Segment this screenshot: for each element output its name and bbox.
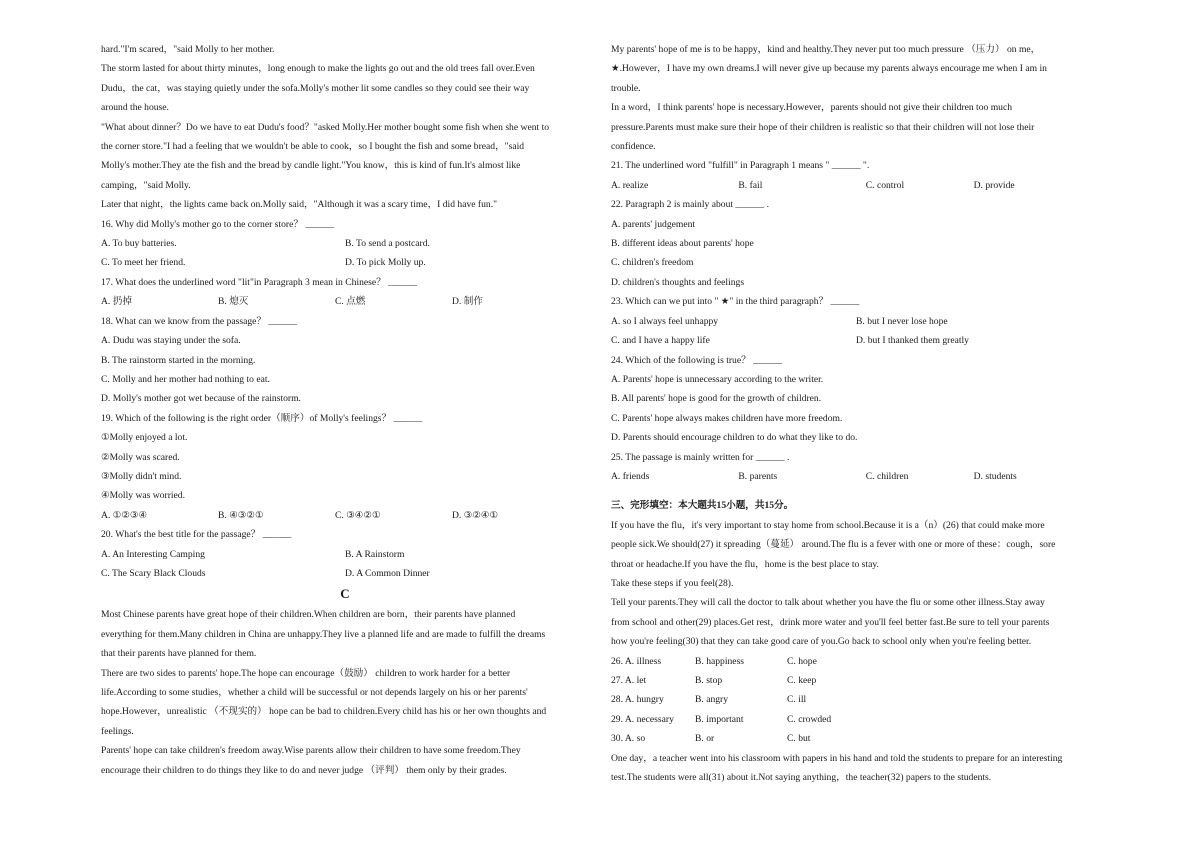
option: C. control <box>865 179 905 191</box>
q26-options-row <box>611 652 1101 671</box>
passage-line: trouble. <box>611 82 641 94</box>
option: D. students <box>973 470 1017 482</box>
question-23: 23. Which can we put into " ★" in the third paragraph？ ______ <box>611 296 860 308</box>
option: C. To meet her friend. <box>101 257 186 269</box>
option: C. Parents' hope always makes children have more freedom. <box>611 412 843 424</box>
cloze-line: from school and other(29) places.Get rest，drink more water and you'll feel better fast.Be sure to tell your parents <box>611 616 1050 628</box>
q23-options-row <box>611 312 1101 331</box>
option: D. Molly's mother got wet because of the rainstorm. <box>101 393 301 405</box>
option: D. children's thoughts and feelings <box>611 276 745 288</box>
option: C. children's freedom <box>611 257 694 269</box>
option: C. keep <box>787 675 817 686</box>
q16-options-row <box>101 253 589 272</box>
question-19: 19. Which of the following is the right order（顺序）of Molly's feelings？ ______ <box>101 412 423 424</box>
option: B. A Rainstorm <box>345 548 405 560</box>
q27-options-row <box>611 671 1101 690</box>
question-25: 25. The passage is mainly written for ______ . <box>611 451 790 463</box>
passage-line: life.According to some studies，whether a child will be successful or not depends largely on his or her parents' <box>101 687 528 698</box>
cloze-line: throat or headache.If you have the flu，home is the best place to stay. <box>611 558 879 570</box>
option: A. ①②③④ <box>101 509 148 521</box>
option: B. The rainstorm started in the morning. <box>101 354 256 366</box>
right-column <box>611 40 1101 787</box>
question-16: 16. Why did Molly's mother go to the corner store？ ______ <box>101 218 335 230</box>
passage-line: Later that night，the lights came back on.Molly said，"Although it was a scary time，I did have fun." <box>101 199 498 211</box>
option: B. or <box>695 733 715 745</box>
question-18: 18. What can we know from the passage？ ______ <box>101 315 298 327</box>
q19-item: ④Molly was worried. <box>101 490 186 502</box>
question-24: 24. Which of the following is true？ ______ <box>611 354 782 366</box>
question-22: 22. Paragraph 2 is mainly about ______ . <box>611 199 770 211</box>
option: 29. A. necessary <box>611 713 674 725</box>
question-17: 17. What does the underlined word "lit"in Paragraph 3 mean in Chinese？ ______ <box>101 276 417 288</box>
q28-options-row <box>611 690 1101 709</box>
option: A. realize <box>611 179 649 191</box>
option: B. fail <box>738 179 763 191</box>
option: B. parents <box>738 470 778 482</box>
passage-line: ★.However，I have my own dreams.I will never give up because my parents always encourage me when I am in <box>611 63 1047 75</box>
cloze-line: If you have the flu，it's very important to stay home from school.Because it is a（n）(26) that could make more <box>611 519 1045 531</box>
passage-line: "What about dinner？Do we have to eat Dudu's food？"asked Molly.Her mother bought some fish when she went to <box>101 121 550 133</box>
option: B. angry <box>695 694 729 706</box>
question-21: 21. The underlined word "fulfill" in Paragraph 1 means " ______ ". <box>611 160 870 172</box>
q21-options-row <box>611 176 1101 195</box>
section-c-heading: C <box>340 586 350 602</box>
option: B. stop <box>695 675 723 686</box>
option: C. 点燃 <box>335 296 366 308</box>
passage-line: Most Chinese parents have great hope of their children.When children are born，their parents have planned <box>101 609 516 621</box>
q20-options-row <box>101 545 589 564</box>
passage-line: everything for them.Many children in China are unhappy.They live a planned life and are made to fulfill the dreams <box>101 628 546 640</box>
option: 30. A. so <box>611 733 646 745</box>
q25-options-row <box>611 467 1101 486</box>
option: A. Dudu was staying under the sofa. <box>101 335 241 347</box>
q16-options-row <box>101 234 589 253</box>
cloze-line: people sick.We should(27) it spreading（蔓延） around.The flu is a fever with one or more of these：cough，sore <box>611 539 1056 551</box>
option: A. Parents' hope is unnecessary according to the writer. <box>611 373 824 385</box>
option: C. ③④②① <box>335 509 381 521</box>
option: D. To pick Molly up. <box>345 257 426 269</box>
option: C. hope <box>787 655 817 667</box>
passage-line: camping，"said Molly. <box>101 179 191 191</box>
q19-options-row <box>101 506 589 525</box>
option: D. 制作 <box>452 296 483 308</box>
q17-options-row <box>101 292 589 311</box>
cloze-line: test.The students were all(31) about it.Not saying anything，the teacher(32) papers to the students. <box>611 772 992 784</box>
option: 28. A. hungry <box>611 694 664 706</box>
option: A. friends <box>611 470 650 482</box>
option: A. parents' judgement <box>611 218 696 230</box>
passage-line: pressure.Parents must make sure their hope of their children is realistic so that their children will not lose their <box>611 121 1035 133</box>
option: B. 熄灭 <box>218 296 249 308</box>
passage-line: the corner store."I had a feeling that we wouldn't be able to cook，so I bought the fish and some bread，"said <box>101 141 525 153</box>
section-3-heading: 三、完形填空：本大题共15小题，共15分。 <box>611 500 794 512</box>
cloze-line: Take these steps if you feel(28). <box>611 577 734 589</box>
option: C. ill <box>787 694 807 706</box>
q19-item: ②Molly was scared. <box>101 451 180 463</box>
question-20: 20. What's the best title for the passage？ ______ <box>101 529 292 541</box>
passage-line: that their parents have planned for them. <box>101 648 257 660</box>
passage-line: confidence. <box>611 141 656 153</box>
passage-line: Dudu，the cat，was staying quietly under the sofa.Molly's mother lit some candles so they could see their way <box>101 82 530 94</box>
option: 26. A. illness <box>611 655 662 667</box>
option: C. crowded <box>787 713 832 725</box>
q23-options-row <box>611 331 1101 350</box>
q19-item: ③Molly didn't mind. <box>101 470 182 482</box>
passage-line: around the house. <box>101 102 169 114</box>
passage-line: My parents' hope of me is to be happy，kind and healthy.They never put too much pressure （压力） on me， <box>611 44 1041 55</box>
option: D. Parents should encourage children to do what they like to do. <box>611 432 858 444</box>
option: C. and I have a happy life <box>611 335 710 347</box>
option: D. ③②④① <box>452 509 499 521</box>
q19-item: ①Molly enjoyed a lot. <box>101 432 188 444</box>
passage-line: Molly's mother.They ate the fish and the bread by candle light."You know，this is kind of fun.It's almost like <box>101 160 521 172</box>
option: B. different ideas about parents' hope <box>611 238 754 250</box>
option: C. Molly and her mother had nothing to eat. <box>101 373 270 385</box>
passage-line: There are two sides to parents' hope.The hope can encourage（鼓励） children to work harder for a better <box>101 667 511 679</box>
option: B. ④③②① <box>218 509 264 521</box>
cloze-line: One day，a teacher went into his classroom with papers in his hand and told the students to prepare for an interesting <box>611 752 1063 764</box>
passage-line: In a word，I think parents' hope is necessary.However，parents should not give their children too much <box>611 102 1013 114</box>
passage-line: The storm lasted for about thirty minutes，long enough to make the lights go out and the old trees fall over.Even <box>101 63 535 75</box>
option: C. but <box>787 733 811 745</box>
passage-line: hard."I'm scared，"said Molly to her mother. <box>101 44 275 55</box>
option: A. so I always feel unhappy <box>611 315 719 327</box>
option: B. All parents' hope is good for the growth of children. <box>611 393 822 405</box>
option: A. To buy batteries. <box>101 238 177 250</box>
option: D. provide <box>973 179 1015 191</box>
option: 27. A. let <box>611 675 647 686</box>
q29-options-row <box>611 710 1101 729</box>
left-column <box>101 40 589 780</box>
cloze-line: how you're feeling(30) that they can take good care of you.Go back to school only when you're feeling better. <box>611 636 1032 648</box>
option: D. but I thanked them greatly <box>856 335 969 347</box>
passage-line: encourage their children to do things they like to do and never judge （评判） them only by their grades. <box>101 764 507 776</box>
option: B. To send a postcard. <box>345 238 430 250</box>
q30-options-row <box>611 729 1101 748</box>
option: B. happiness <box>695 655 745 667</box>
option: A. 扔掉 <box>101 296 132 308</box>
option: B. but I never lose hope <box>856 315 948 327</box>
option: C. The Scary Black Clouds <box>101 567 206 579</box>
cloze-line: Tell your parents.They will call the doctor to talk about whether you have the flu or some other illness.Stay away <box>611 597 1045 609</box>
q20-options-row <box>101 564 589 583</box>
option: D. A Common Dinner <box>345 567 430 579</box>
option: C. children <box>865 470 909 482</box>
option: A. An Interesting Camping <box>101 548 205 560</box>
passage-line: hope.However，unrealistic （不现实的） hope can be bad to children.Every child has his or her own thoughts and <box>101 706 547 718</box>
passage-line: feelings. <box>101 725 134 737</box>
option: B. important <box>695 713 744 725</box>
passage-line: Parents' hope can take children's freedom away.Wise parents allow their children to have some freedom.They <box>101 745 521 757</box>
